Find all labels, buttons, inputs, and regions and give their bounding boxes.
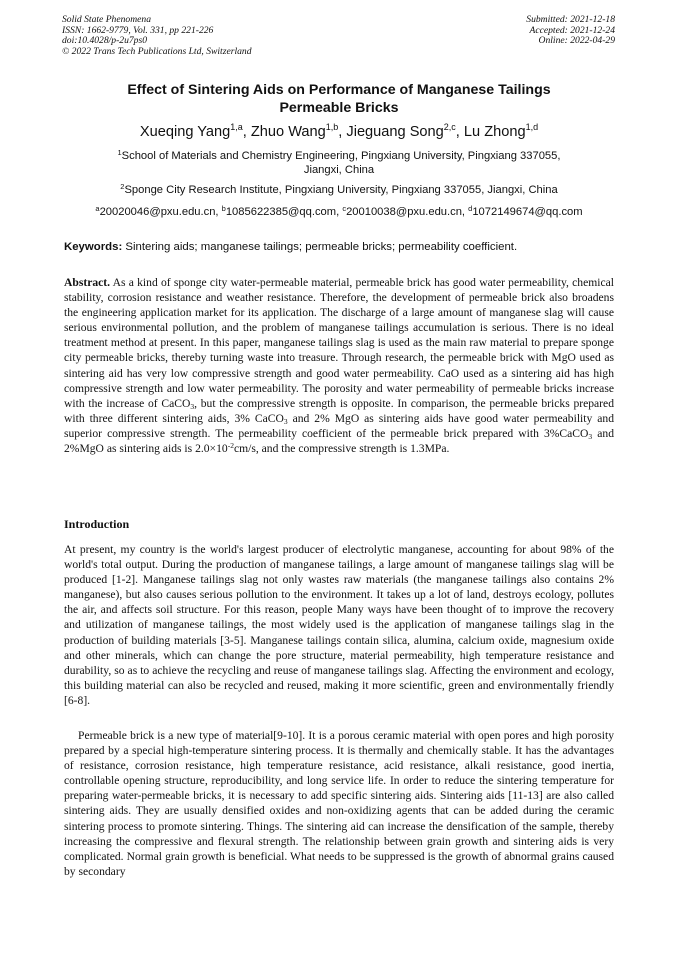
keywords-label: Keywords: [64, 241, 123, 253]
subscript: 3 [190, 401, 195, 411]
affiliation-2 [60, 184, 618, 198]
affiliation-sup: 1 [117, 148, 122, 157]
author-name: Lu Zhong [463, 124, 526, 140]
accepted-date: Accepted: 2021-12-24 [529, 24, 615, 36]
abstract-text: and 2%MgO as sintering aids is 2.0×10 [64, 426, 614, 456]
journal-header [62, 15, 252, 57]
author-emails [60, 205, 618, 219]
subscript: 3 [588, 431, 593, 441]
title-line-2: Permeable Bricks [279, 99, 399, 116]
email-sup: b [221, 204, 226, 213]
email-sup: c [342, 204, 347, 213]
email-address: 1072149674@qq.com [472, 206, 583, 218]
abstract-text: and 2% MgO as sintering aids have good water permeability and superior compressive strength. The permeability coefficient of the permeable brick prepared with 3%CaCO [64, 411, 614, 440]
affiliation-text: Jiangxi, China [303, 163, 375, 176]
submitted-date: Submitted: 2021-12-18 [526, 14, 615, 25]
author-sup: 1,a [230, 122, 243, 132]
online-date: Online: 2022-04-29 [538, 35, 615, 47]
introduction-paragraph-2: Permeable brick is a new type of material[9-10]. It is a porous ceramic material with open pores and high porosity prepared by a special high-temperature sintering process. It is thermally and chemically stable. It has the advantages of resistance, corrosion resistance, high temperature resistance, acid resistance, alkali resistance, good inertia, controllable opening structure, reproducibility, and long service life. In order to reduce the sintering temperature for preparing water-permeable bricks, it is necessary to add specific sintering aids. Sintering aids [11-13] are also called sintering aids. They are usually densified oxides and non-oxidizing agents that can be added during the ceramic sintering process to promote sintering. Things. The sintering aid can increase the densification of the sample, thereby increasing the compressive and flexural strength. The relationship between grain growth and sintering aids is very complicated. Normal grain growth is beneficial. What needs to be suppressed is the growth of abnormal grains caused by secondary [64, 729, 614, 878]
keywords-text: Sintering aids; manganese tailings; permeable bricks; permeability coefficient. [122, 241, 518, 253]
author-list: Xueqing Yang$^{1,a}$, Zhuo Wang$^{1,b}$, Jieguang Song$^{2,c}$, Lu Zhong$^{1,d}$ [139, 122, 539, 140]
abstract-text: As a kind of sponge city water-permeable material, permeable brick has good water permeability, chemical stability, corrosion resistance and weather resistance. Therefore, the development of permeable brick also broadens the engineering application market for its application. The discharge of a large amount of manganese slag will cause serious environmental pollution, and the problem of manganese tailings accumulation is serious. There is no ideal treatment method at present. In this paper, manganese tailings slag is used as the main raw material to prepare sponge city permeable bricks, thereby turning waste into treasure. Through research, the permeable brick with MgO used as sintering aid has very low compressive strength and good water permeability. CaO used as a sintering aid has high compressive strength and low water permeability. The porosity and water permeability of permeable bricks increase with the increase of CaCO [64, 276, 614, 410]
abstract-text: , but the compressive strength is opposite. In comparison, the permeable bricks prepared with three different sintering aids, 3% CaCO [64, 396, 614, 425]
superscript: -2 [227, 441, 234, 451]
author-name: Zhuo Wang [250, 124, 326, 140]
keywords-line [64, 240, 620, 254]
affiliation-sup: 2 [120, 182, 125, 191]
copyright-line: © 2022 Trans Tech Publications Ltd, Switzerland [62, 45, 252, 57]
abstract-label: Abstract. [64, 276, 111, 289]
author-sup: 2,c [443, 122, 456, 132]
email-address: 1085622385@qq.com, [225, 206, 343, 218]
author-sup: 1,d [525, 122, 539, 132]
subscript: 3 [283, 416, 288, 426]
title-line-1: Effect of Sintering Aids on Performance of Manganese Tailings [127, 82, 551, 98]
email-sup: d [468, 204, 473, 213]
abstract-text: cm/s, and the compressive strength is 1.3MPa. [233, 442, 450, 456]
abstract-paragraph [64, 275, 614, 456]
author-name: Xueqing Yang [139, 124, 231, 140]
affiliation-1 [60, 150, 618, 177]
introduction-heading: Introduction [64, 517, 130, 531]
paper-title [60, 82, 618, 117]
email-address: 20020046@pxu.edu.cn, [99, 206, 222, 218]
affiliation-text: Sponge City Research Institute, Pingxiang University, Pingxiang 337055, Jiangxi, China [124, 184, 558, 196]
issn-line: ISSN: 1662-9779, Vol. 331, pp 221-226 [62, 24, 214, 36]
author-name: Jieguang Song [346, 124, 444, 140]
dates-header [526, 15, 615, 47]
author-sup: 1,b [325, 122, 339, 132]
affiliation-text: School of Materials and Chemistry Engineering, Pingxiang University, Pingxiang 337055, [121, 150, 561, 162]
email-sup: a [95, 204, 100, 213]
email-address: 20010038@pxu.edu.cn, [346, 206, 469, 218]
journal-name: Solid State Phenomena [62, 14, 151, 25]
doi-line: doi:10.4028/p-2u7ps0 [62, 35, 148, 47]
introduction-paragraph-1: At present, my country is the world's largest producer of electrolytic manganese, accounting for about 98% of the world's total output. During the production of manganese tailings, a large amount of manganese tailings slag will be produced [1-2]. Manganese tailings slag not only wastes raw materials (the manganese tailings also contains 2% manganese), but also causes serious pollution to the environment. It takes up a lot of land, destroys ecology, pollutes the air, and affects soil structure. For this reason, people Many ways have been thought of to improve the recovery and utilization of manganese tailings, the most widely used is the application of manganese tailings slag in the production of building materials [3-5]. Manganese tailings contain silica, alumina, calcium oxide, magnesium oxide and other minerals, which can change the pore structure, material permeability, high temperature resistance and durability, so as to achieve the recycling and reuse of manganese tailings slag. Affecting the environment and ecology, this building material can also be recycled and reused, making it more scientific, green and environmentally friendly [6-8]. [64, 543, 614, 707]
